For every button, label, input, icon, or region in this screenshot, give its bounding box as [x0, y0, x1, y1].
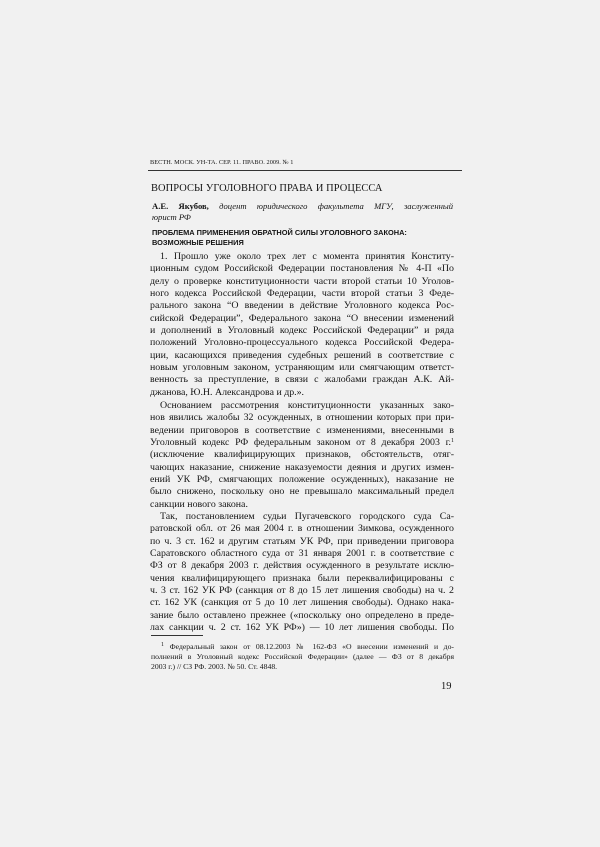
footnote [151, 642, 454, 673]
author-name: А.Е. Якубов, [152, 201, 209, 211]
text-line: чения квалифицирующего признака были переквалифицированы с [150, 572, 454, 584]
text-line: новым уголовным законом, устраняющим или смягчающим ответст- [150, 362, 454, 374]
section-title: ВОПРОСЫ УГОЛОВНОГО ПРАВА И ПРОЦЕССА [151, 183, 383, 194]
text-line: ст. 162 УК (санкция от 5 до 10 лет лишения свободы). Однако нака- [150, 597, 454, 609]
footnote-marker: 1 [451, 438, 454, 445]
article-title-line: ВОЗМОЖНЫЕ РЕШЕНИЯ [152, 237, 244, 247]
header-rule [148, 170, 462, 171]
text-line: по ч. 3 ст. 162 и другим статьям УК РФ, при приведении приговора [150, 535, 454, 547]
article-title [152, 228, 407, 247]
footnote-number: 1 [161, 642, 164, 648]
text-line: (исключение квалифицирующих признаков, обстоятельств, отяг- [150, 449, 454, 461]
text-line: сийской Федерации”, Федерального закона “О внесении изменений [150, 312, 454, 324]
text-line: Так, постановлением судьи Пугачевского городского суда Са- [160, 511, 454, 522]
text-line: Основанием рассмотрения конституционности указанных зако- [160, 400, 454, 411]
text-line: ч. 3 ст. 162 УК РФ (санкция от 8 до 15 лет лишения свободы) на ч. 2 [150, 585, 454, 597]
text-line: лах санкции ч. 2 ст. 162 УК РФ») — 10 лет лишения свободы. По [150, 622, 454, 634]
text-line: зание было оставлено прежнее («поскольку оно определено в преде- [150, 609, 454, 621]
text-line: чающих наказание, снижение наказуемости деяния и других измен- [150, 461, 454, 473]
text-line: Уголовный кодекс РФ федеральным законом от 8 декабря 2003 г. [150, 437, 451, 449]
text-line: венность за преступление, в связи с жалобами граждан А.К. Ай- [150, 374, 454, 386]
text-line: ции, касающихся приведения судебных решений в соответствие с [150, 349, 454, 361]
text-line: рального закона “О введении в действие Уголовного кодекса Рос- [150, 300, 454, 312]
paragraph-1 [150, 251, 454, 399]
paragraph-2 [150, 400, 454, 511]
text-line: положений Уголовно-процессуального кодекса Российской Федера- [150, 337, 454, 349]
footnote-text: 2003 г.) // СЗ РФ. 2003. № 50. Ст. 4848. [151, 662, 278, 672]
text-line: джанова, Ю.Н. Александрова и др.». [150, 386, 305, 398]
running-header: ВЕСТН. МОСК. УН-ТА. СЕР. 11. ПРАВО. 2009. № 1 [150, 159, 294, 166]
text-line: 1. Прошло уже около трех лет с момента принятия Конститу- [160, 251, 454, 262]
text-line: ФЗ от 8 декабря 2003 г. действия осужденного в результате исклю- [150, 560, 454, 572]
article-title-line: ПРОБЛЕМА ПРИМЕНЕНИЯ ОБРАТНОЙ СИЛЫ УГОЛОВНОГО ЗАКОНА: [152, 228, 407, 237]
paragraph-3 [150, 511, 454, 634]
footnote-rule [151, 635, 203, 636]
text-line: нов явились жалобы 32 осужденных, в отношении которых при при- [150, 412, 454, 424]
text-line: ведении приговоров в соответствие с изменениями, внесенными в [150, 424, 454, 436]
text-line: санкции нового закона. [150, 498, 248, 510]
page-number: 19 [441, 681, 452, 692]
text-line: ений УК РФ, смягчающих положение осужденных), наказание не [150, 474, 454, 486]
text-line: ционным судом Российской Федерации постановления № 4-П «По [150, 263, 454, 275]
text-line: ратовской обл. от 26 мая 2004 г. в отношении Зимкова, осужденного [150, 523, 454, 535]
author-affiliation-2: юрист РФ [152, 211, 191, 222]
text-line: делу о проверке конституционности части второй статьи 10 Уголов- [150, 275, 454, 287]
author-block [152, 201, 453, 223]
footnote-text: Федеральный закон от 08.12.2003 № 162-ФЗ «О внесении изменений и до- [169, 642, 454, 651]
author-affiliation-1: доцент юридического факультета МГУ, заслуженный [219, 201, 453, 211]
text-line: Саратовского областного суда от 31 января 2001 г. в соответствие с [150, 548, 454, 560]
text-line: ного кодекса Российской Федерации, части второй статьи 3 Феде- [150, 288, 454, 300]
text-line: и дополнений в Уголовный кодекс Российской Федерации” и ряда [150, 325, 454, 337]
footnote-text: полнений в Уголовный кодекс Российской Федерации» (далее — ФЗ от 8 декабря [151, 652, 454, 662]
text-line: было снижено, поскольку оно не превышало максимальный предел [150, 486, 454, 498]
text-line-with-footnote [150, 437, 454, 449]
footnote-line-1 [151, 642, 454, 652]
